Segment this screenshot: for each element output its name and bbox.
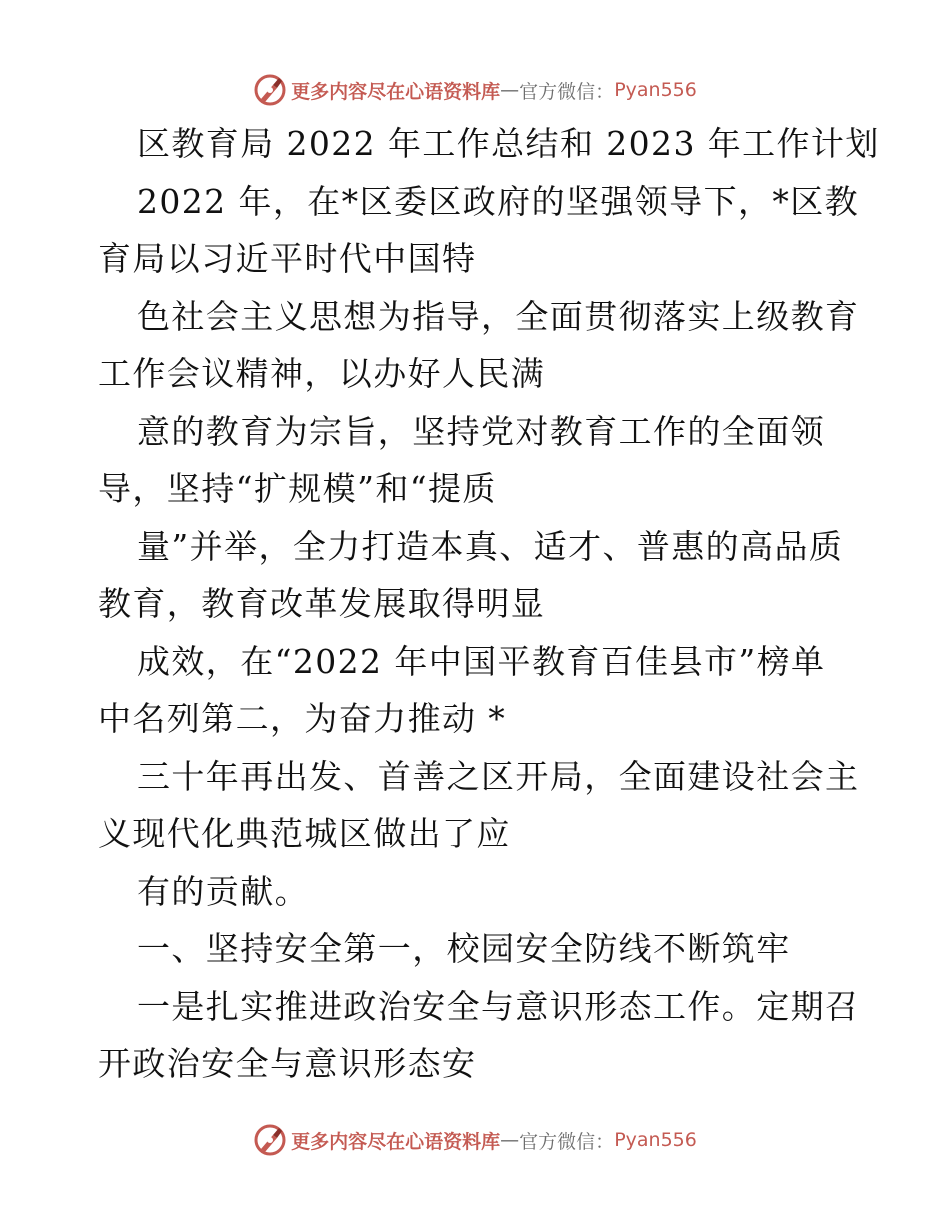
watermark-separator: — (500, 1129, 520, 1151)
watermark-handle: Pyan556 (614, 79, 697, 101)
paragraph-line: 有的贡献。 (137, 871, 309, 911)
document-body (98, 115, 880, 1093)
paragraph-line: 开政治安全与意识形态安 (98, 1044, 477, 1083)
paragraph-line: 色社会主义思想为指导，全面贯彻落实上级教育 (137, 296, 860, 336)
paragraph-line: 三十年再出发、首善之区开局，全面建设社会主 (137, 756, 860, 796)
doc-title: 区教育局 2022 年工作总结和 2023 年工作计划 (137, 124, 880, 163)
paragraph-line: 教育，教育改革发展取得明显 (98, 584, 546, 623)
paragraph-line: 中名列第二，为奋力推动 * (98, 699, 507, 738)
paragraph-line: 成效，在“2022 年中国平教育百佳县市”榜单 (137, 641, 826, 681)
watermark-wechat-label: 官方微信： (519, 80, 615, 103)
paragraph-line: 工作会议精神，以办好人民满 (98, 354, 546, 393)
paragraph-line: 意的教育为宗旨，坚持党对教育工作的全面领 (137, 411, 825, 451)
watermark-main-text: 更多内容尽在心语资料库 (291, 80, 501, 103)
watermark-handle: Pyan556 (614, 1129, 697, 1151)
paragraph-line: 量”并举，全力打造本真、适才、普惠的高品质 (137, 526, 844, 566)
pen-logo-icon (253, 1123, 287, 1157)
pen-logo-icon (253, 73, 287, 107)
paragraph-line: 一是扎实推进政治安全与意识形态工作。定期召 (137, 986, 860, 1026)
paragraph-line: 育局以习近平时代中国特 (98, 239, 477, 278)
watermark-separator: — (500, 79, 520, 101)
watermark-wechat-label: 官方微信： (519, 1130, 615, 1153)
watermark-main-text: 更多内容尽在心语资料库 (291, 1130, 501, 1153)
footer-watermark (0, 1118, 950, 1162)
section-heading: 一、坚持安全第一，校园安全防线不断筑牢 (137, 929, 791, 968)
paragraph-line: 2022 年，在*区委区政府的坚强领导下，*区教 (137, 181, 860, 221)
paragraph-line: 导，坚持“扩规模”和“提质 (98, 469, 497, 508)
header-watermark (0, 68, 950, 112)
paragraph-line: 义现代化典范城区做出了应 (98, 814, 511, 853)
